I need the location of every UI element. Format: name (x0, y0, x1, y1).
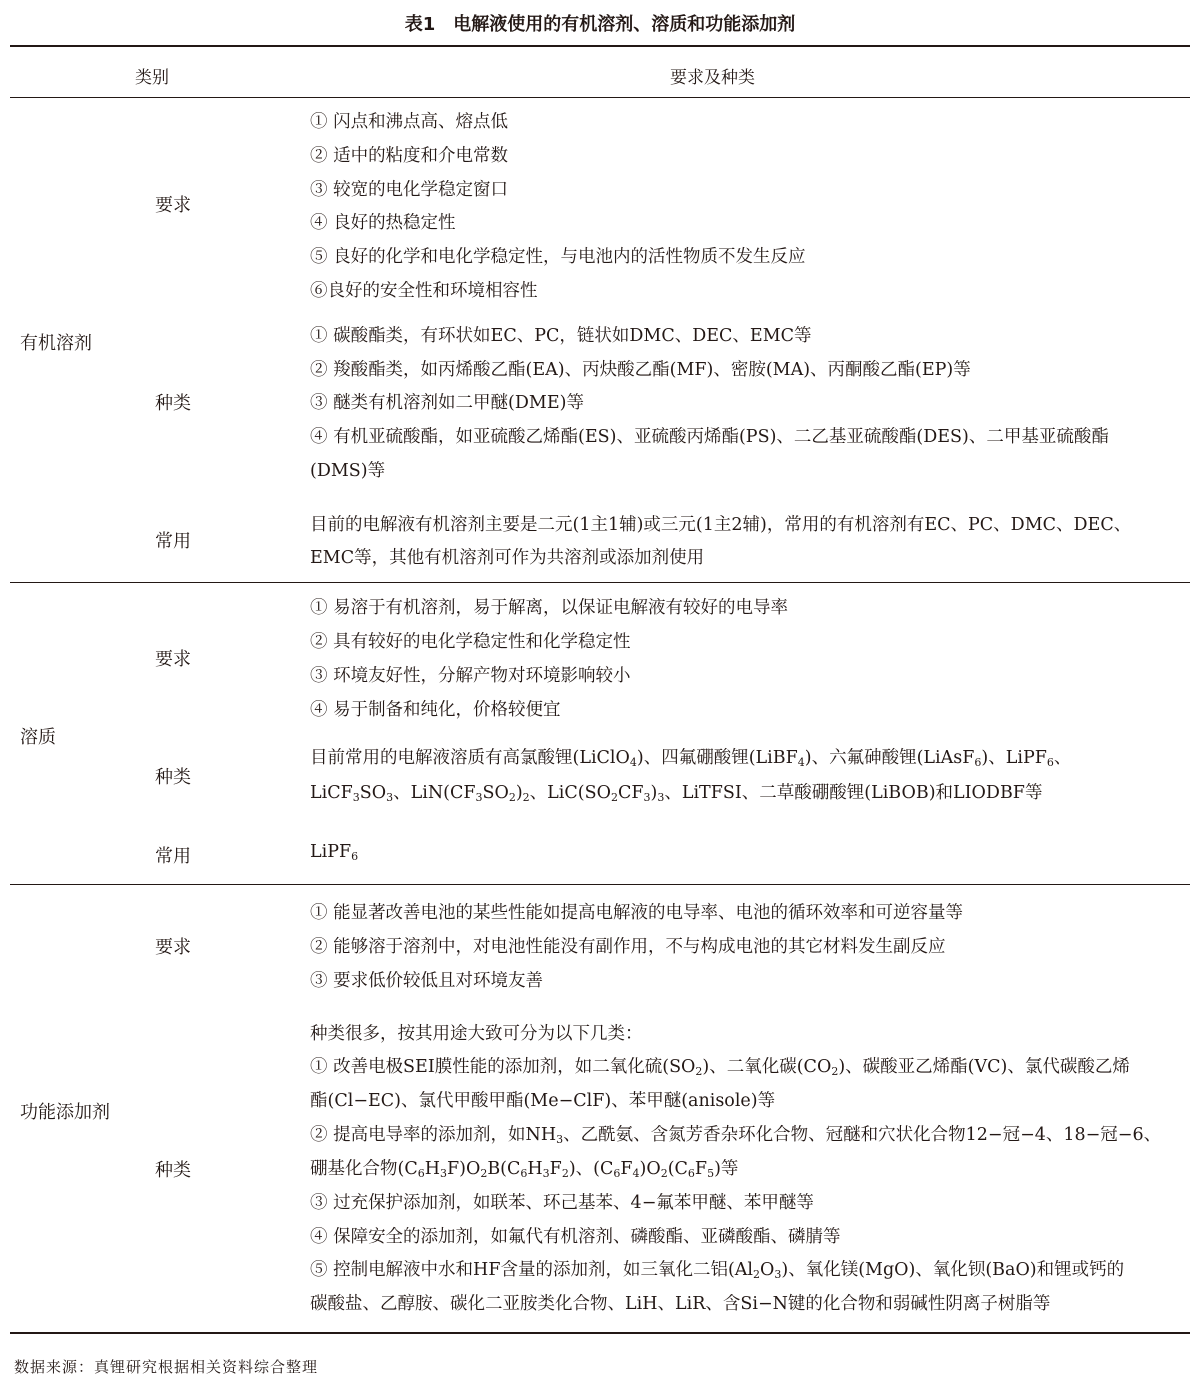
additive-requirement-label: 要求 (155, 937, 191, 958)
list-item: ② 能够溶于溶剂中，对电池性能没有副作用，不与构成电池的其它材料发生副反应 (310, 937, 946, 957)
section-rule (10, 884, 1190, 885)
list-item: 目前常用的电解液溶质有高氯酸锂(LiClO$_4$)、四氟硼酸锂(LiBF$_4$)、六氟砷酸锂(LiAsF$_6$)、LiPF$_6$、 (310, 748, 1072, 769)
list-item: ① 碳酸酯类，有环状如EC、PC，链状如DMC、DEC、EMC等 (310, 326, 812, 346)
list-item: ② 具有较好的电化学稳定性和化学稳定性 (310, 632, 631, 652)
list-item: 硼基化合物$(C_6H_3F)O_2B(C_6H_3F_2)$、$(C_6F_4)O_2(C_6F_5)$等 (310, 1159, 739, 1180)
section-rule (10, 582, 1190, 583)
list-item: ① 改善电极SEI膜性能的添加剂，如二氧化硫$(SO_2)$、二氧化碳$(CO_2)$、碳酸亚乙烯酯(VC)、氯代碳酸乙烯 (310, 1057, 1130, 1078)
category-solute: 溶质 (20, 727, 56, 748)
list-item: 目前的电解液有机溶剂主要是二元(1主1辅)或三元(1主2辅)，常用的有机溶剂有EC、PC、DMC、DEC、 (310, 515, 1132, 535)
top-rule (10, 45, 1190, 47)
list-item: ④ 保障安全的添加剂，如氟代有机溶剂、磷酸酯、亚磷酸酯、磷腈等 (310, 1227, 841, 1247)
solute-requirement-label: 要求 (155, 649, 191, 670)
solvent-common-label: 常用 (155, 531, 191, 552)
list-item: LiPF$_6$ (310, 842, 359, 863)
list-item: ④ 良好的热稳定性 (310, 213, 456, 233)
list-item: ⑤ 良好的化学和电化学稳定性，与电池内的活性物质不发生反应 (310, 247, 806, 267)
list-item: ② 提高电导率的添加剂，如$NH_3$、乙酰氨、含氮芳香杂环化合物、冠醚和穴状化合物12−冠−4、18−冠−6、 (310, 1125, 1162, 1146)
list-item: ③ 较宽的电化学稳定窗口 (310, 180, 509, 200)
list-item: ⑥良好的安全性和环境相容性 (310, 281, 538, 301)
list-item: 种类很多，按其用途大致可分为以下几类： (310, 1024, 643, 1044)
header-category: 类别 (135, 68, 169, 88)
list-item: ⑤ 控制电解液中水和HF含量的添加剂，如三氧化二铝$(Al_2O_3)$、氧化镁(MgO)、氧化钡(BaO)和锂或钙的 (310, 1260, 1125, 1281)
list-item: ③ 要求低价较低且对环境友善 (310, 971, 544, 991)
bottom-rule (10, 1332, 1190, 1334)
category-additive: 功能添加剂 (20, 1102, 110, 1123)
solute-common-label: 常用 (155, 846, 191, 867)
list-item: ③ 过充保护添加剂，如联苯、环己基苯、4−氟苯甲醚、苯甲醚等 (310, 1193, 814, 1213)
list-item: $LiCF_3SO_3$、$LiN(CF_3SO_2)_2$、$LiC(SO_2CF_3)_3$、LiTFSI、二草酸硼酸锂(LiBOB)和LIODBF等 (310, 783, 1043, 804)
list-item: ② 适中的粘度和介电常数 (310, 146, 509, 166)
table-title: 表1 电解液使用的有机溶剂、溶质和功能添加剂 (404, 14, 796, 35)
list-item: ③ 环境友好性，分解产物对环境影响较小 (310, 666, 631, 686)
solvent-type-label: 种类 (155, 393, 191, 414)
list-item: (DMS)等 (310, 461, 386, 481)
list-item: ① 闪点和沸点高、熔点低 (310, 112, 509, 132)
list-item: 碳酸盐、乙醇胺、碳化二亚胺类化合物、LiH、LiR、含Si−N键的化合物和弱碱性阴离子树脂等 (310, 1294, 1051, 1314)
additive-type-label: 种类 (155, 1160, 191, 1181)
list-item: 酯(Cl−EC)、氯代甲酸甲酯(Me−ClF)、苯甲醚(anisole)等 (310, 1091, 776, 1111)
list-item: EMC等，其他有机溶剂可作为共溶剂或添加剂使用 (310, 548, 705, 568)
list-item: ② 羧酸酯类，如丙烯酸乙酯(EA)、丙炔酸乙酯(MF)、密胺(MA)、丙酮酸乙酯(EP)等 (310, 360, 971, 380)
list-item: ① 能显著改善电池的某些性能如提高电解液的电导率、电池的循环效率和可逆容量等 (310, 903, 964, 923)
list-item: ③ 醚类有机溶剂如二甲醚(DME)等 (310, 393, 584, 413)
list-item: ① 易溶于有机溶剂，易于解离，以保证电解液有较好的电导率 (310, 598, 789, 618)
header-details: 要求及种类 (670, 68, 755, 88)
list-item: ④ 有机亚硫酸酯，如亚硫酸乙烯酯(ES)、亚硫酸丙烯酯(PS)、二乙基亚硫酸酯(DES)、二甲基亚硫酸酯 (310, 427, 1109, 447)
solvent-requirement-label: 要求 (155, 195, 191, 216)
category-solvent: 有机溶剂 (20, 333, 92, 354)
header-rule (10, 97, 1190, 98)
source-note: 数据来源：真锂研究根据相关资料综合整理 (14, 1358, 319, 1376)
list-item: ④ 易于制备和纯化，价格较便宜 (310, 700, 561, 720)
solute-type-label: 种类 (155, 767, 191, 788)
